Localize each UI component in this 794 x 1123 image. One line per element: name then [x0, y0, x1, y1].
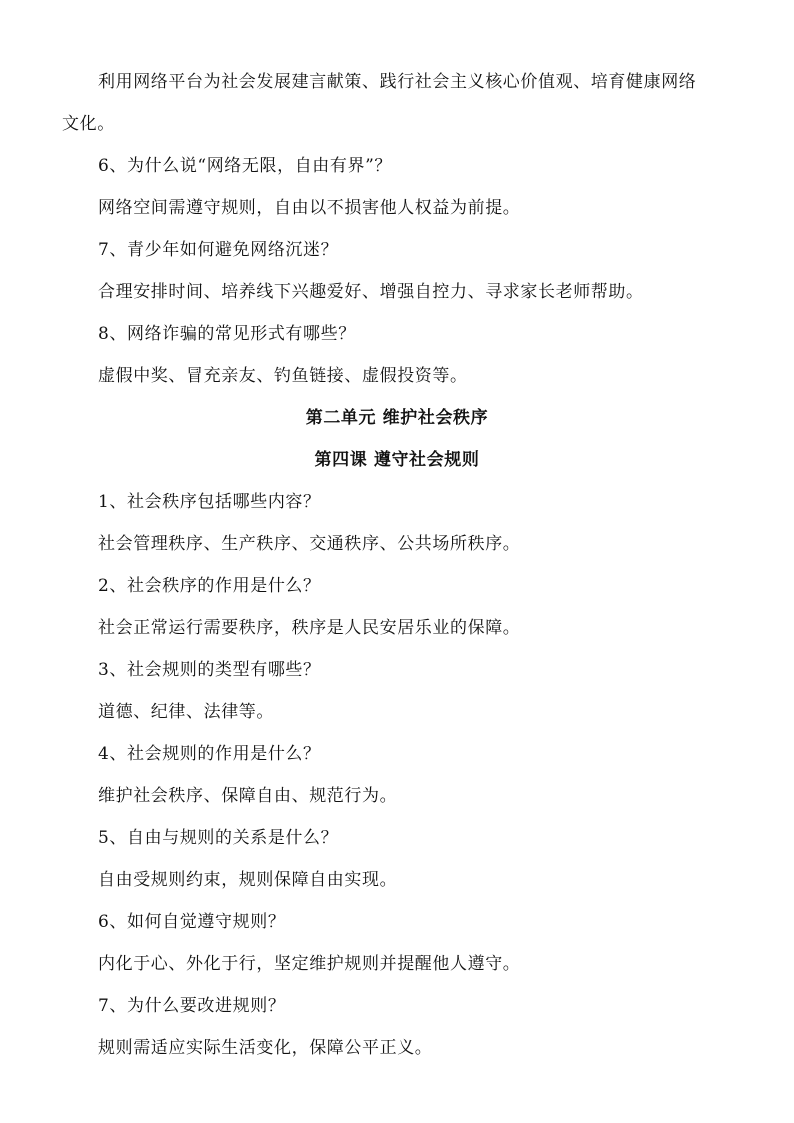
- question-6: 6、为什么说“网络无限，自由有界”？: [98, 156, 392, 176]
- lesson-answer-1: 社会管理秩序、生产秩序、交通秩序、公共场所秩序。: [98, 534, 521, 554]
- lesson-question-3: 3、社会规则的类型有哪些？: [98, 660, 321, 680]
- lesson-question-2: 2、社会秩序的作用是什么？: [98, 576, 321, 596]
- lesson-answer-5: 自由受规则约束，规则保障自由实现。: [98, 870, 398, 890]
- lesson-question-6: 6、如何自觉遵守规则？: [98, 912, 286, 932]
- answer-8: 虚假中奖、冒充亲友、钓鱼链接、虚假投资等。: [98, 366, 468, 386]
- lesson-answer-3: 道德、纪律、法律等。: [98, 702, 274, 722]
- lesson-question-5: 5、自由与规则的关系是什么？: [98, 828, 339, 848]
- lesson-answer-6: 内化于心、外化于行，坚定维护规则并提醒他人遵守。: [98, 954, 521, 974]
- lesson-title: 第四课 遵守社会规则: [314, 450, 480, 470]
- lesson-question-4: 4、社会规则的作用是什么？: [98, 744, 321, 764]
- lesson-question-7: 7、为什么要改进规则？: [98, 996, 286, 1016]
- lesson-answer-4: 维护社会秩序、保障自由、规范行为。: [98, 786, 398, 806]
- lesson-answer-2: 社会正常运行需要秩序，秩序是人民安居乐业的保障。: [98, 618, 521, 638]
- lesson-answer-7: 规则需适应实际生活变化，保障公平正义。: [98, 1038, 433, 1058]
- unit-title: 第二单元 维护社会秩序: [305, 408, 489, 428]
- continuation-line-1: 利用网络平台为社会发展建言献策、践行社会主义核心价值观、培育健康网络: [98, 72, 697, 92]
- continuation-line-2: 文化。: [62, 114, 115, 134]
- answer-6: 网络空间需遵守规则，自由以不损害他人权益为前提。: [98, 198, 521, 218]
- answer-7: 合理安排时间、培养线下兴趣爱好、增强自控力、寻求家长老师帮助。: [98, 282, 644, 302]
- lesson-question-1: 1、社会秩序包括哪些内容？: [98, 492, 321, 512]
- question-8: 8、网络诈骗的常见形式有哪些？: [98, 324, 356, 344]
- question-7: 7、青少年如何避免网络沉迷？: [98, 240, 339, 260]
